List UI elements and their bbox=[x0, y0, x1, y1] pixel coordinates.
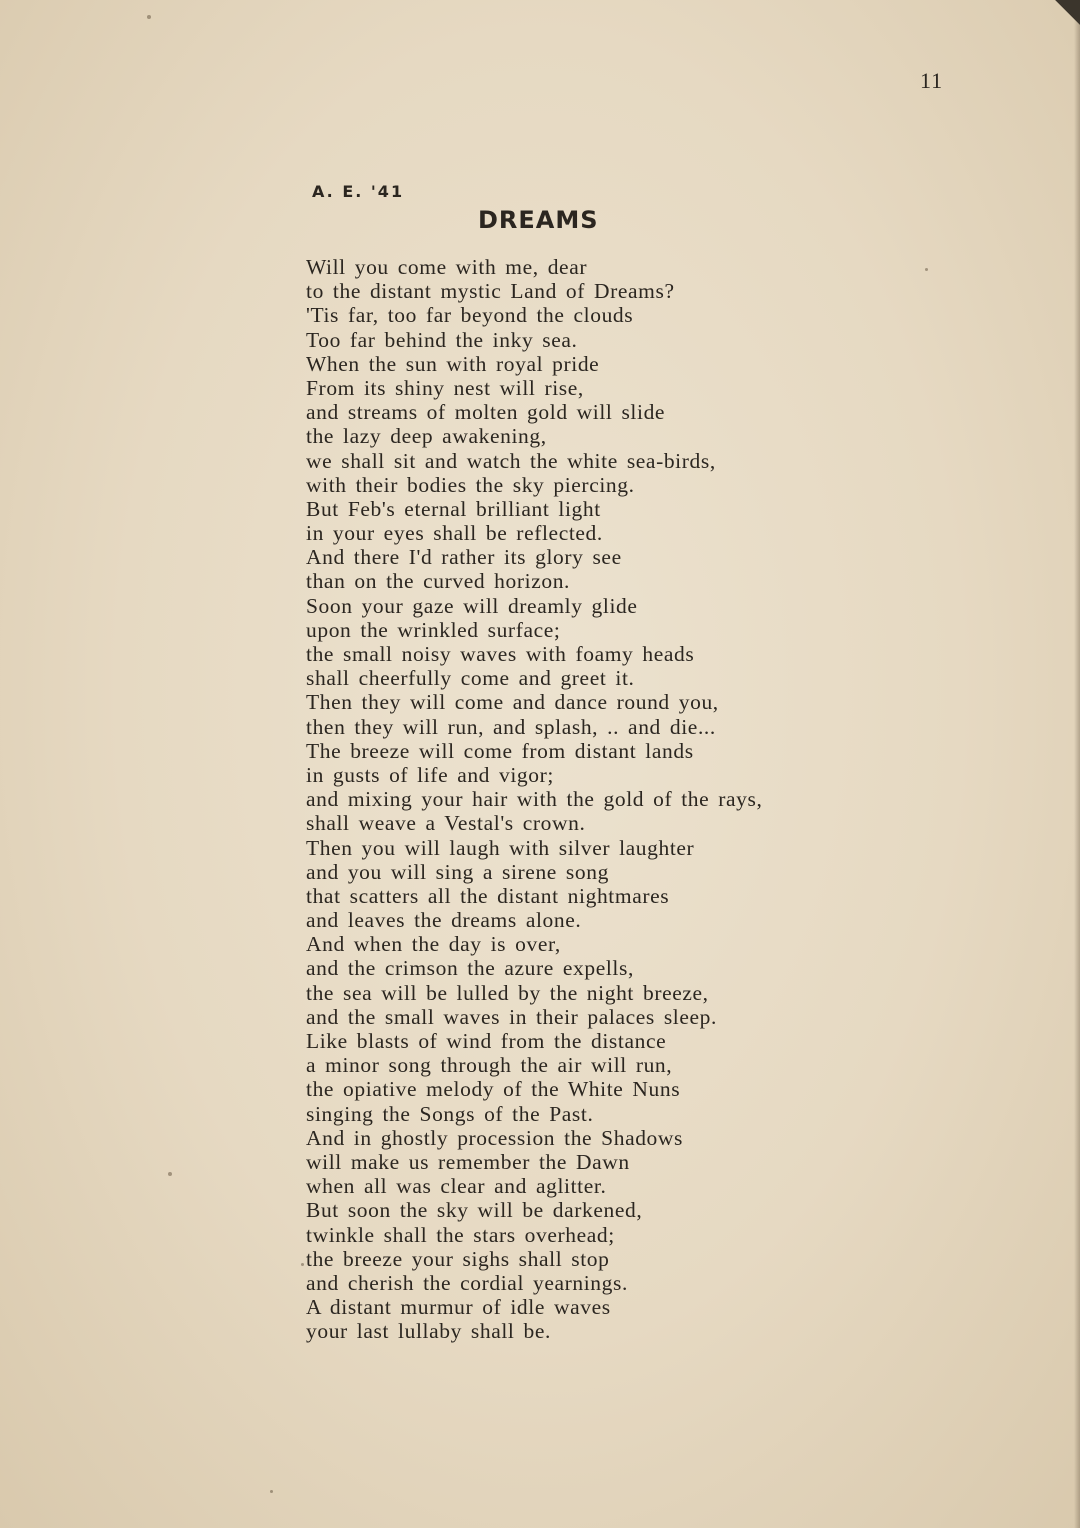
author-byline: A. E. '41 bbox=[312, 182, 405, 201]
paper-speck bbox=[147, 15, 151, 19]
poem-line: we shall sit and watch the white sea-birds, bbox=[306, 448, 716, 473]
poem-line: and the small waves in their palaces sleep. bbox=[306, 1004, 717, 1029]
poem-line: Too far behind the inky sea. bbox=[306, 327, 578, 352]
poem-line: Then they will come and dance round you, bbox=[306, 690, 719, 715]
poem-line: and leaves the dreams alone. bbox=[306, 908, 582, 933]
poem-line: And when the day is over, bbox=[306, 932, 561, 957]
poem-line: When the sun with royal pride bbox=[306, 351, 600, 376]
poem-line: Like blasts of wind from the distance bbox=[306, 1029, 667, 1053]
poem-line: a minor song through the air will run, bbox=[306, 1053, 673, 1078]
poem-title: DREAMS bbox=[478, 206, 599, 234]
poem-line: the breeze your sighs shall stop bbox=[306, 1246, 610, 1271]
poem-line: From its shiny nest will rise, bbox=[306, 375, 584, 400]
poem-line: 'Tis far, too far beyond the clouds bbox=[306, 303, 634, 328]
poem-body bbox=[306, 255, 786, 1343]
poem-line: in your eyes shall be reflected. bbox=[306, 521, 603, 546]
poem-line: But Feb's eternal brilliant light bbox=[306, 496, 601, 521]
poem-line: The breeze will come from distant lands bbox=[306, 738, 694, 763]
poem-line: shall weave a Vestal's crown. bbox=[306, 811, 586, 836]
poem-line: then they will run, and splash, .. and die... bbox=[306, 714, 716, 739]
poem-line: the opiative melody of the White Nuns bbox=[306, 1077, 681, 1102]
poem-line: and mixing your hair with the gold of the rays, bbox=[306, 787, 763, 812]
poem-line: and cherish the cordial yearnings. bbox=[306, 1270, 628, 1295]
paper-speck bbox=[301, 1263, 304, 1266]
poem-line: the small noisy waves with foamy heads bbox=[306, 642, 695, 666]
poem-line: Then you will laugh with silver laughter bbox=[306, 835, 695, 860]
poem-line: shall cheerfully come and greet it. bbox=[306, 666, 635, 691]
poem-line: when all was clear and aglitter. bbox=[306, 1174, 607, 1199]
page-corner-fold bbox=[1040, 0, 1080, 30]
poem-line: Will you come with me, dear bbox=[306, 255, 588, 279]
paper-speck bbox=[270, 1490, 273, 1493]
paper-speck bbox=[925, 268, 928, 271]
poem-line: in gusts of life and vigor; bbox=[306, 762, 554, 787]
page-edge bbox=[1074, 0, 1080, 1528]
poem-line: A distant murmur of idle waves bbox=[306, 1295, 611, 1320]
poem-line: And in ghostly procession the Shadows bbox=[306, 1125, 684, 1150]
poem-line: that scatters all the distant nightmares bbox=[306, 883, 670, 908]
poem-line: singing the Songs of the Past. bbox=[306, 1101, 594, 1126]
poem-line: And there I'd rather its glory see bbox=[306, 545, 622, 570]
poem-line: your last lullaby shall be. bbox=[306, 1319, 551, 1344]
poem-line: and the crimson the azure expells, bbox=[306, 956, 634, 981]
page-number: 11 bbox=[920, 68, 944, 93]
poem-line: the sea will be lulled by the night breeze, bbox=[306, 980, 709, 1005]
poem-line: But soon the sky will be darkened, bbox=[306, 1198, 643, 1223]
poem-line: with their bodies the sky piercing. bbox=[306, 472, 635, 497]
paper-speck bbox=[168, 1172, 172, 1176]
poem-line: and you will sing a sirene song bbox=[306, 859, 609, 884]
poem-line: upon the wrinkled surface; bbox=[306, 617, 561, 642]
poem-line: twinkle shall the stars overhead; bbox=[306, 1222, 615, 1247]
poem-line: to the distant mystic Land of Dreams? bbox=[306, 279, 675, 304]
poem-line: and streams of molten gold will slide bbox=[306, 400, 666, 425]
poem-line: the lazy deep awakening, bbox=[306, 424, 547, 449]
poem-line: will make us remember the Dawn bbox=[306, 1149, 630, 1174]
poem-line: than on the curved horizon. bbox=[306, 569, 571, 594]
poem-line: Soon your gaze will dreamly glide bbox=[306, 593, 638, 618]
